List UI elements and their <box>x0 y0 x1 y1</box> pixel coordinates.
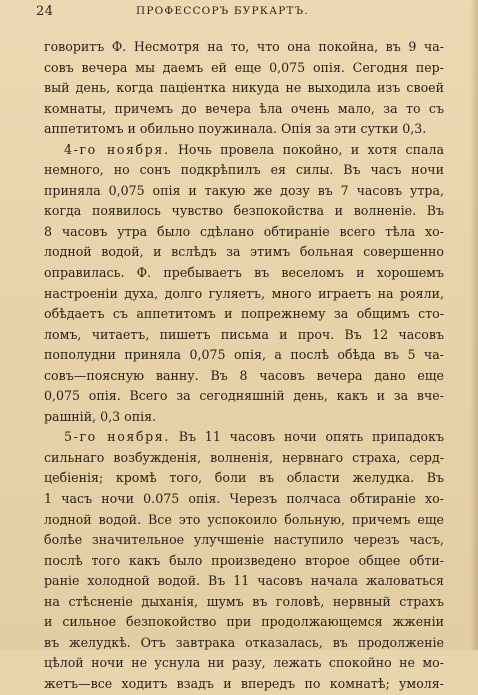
text-line: вый день, когда паціентка никуда не выходила изъ своей <box>44 80 444 96</box>
text-line: приняла 0,075 опія и такую же дозу въ 7 часовъ утра, <box>44 182 444 198</box>
text-line: аппетитомъ и обильно поужинала. Опія за эти сутки 0,3. <box>44 121 427 137</box>
text-line: и сильное безпокойство при продолжающемся жженіи <box>44 614 444 630</box>
text-line: послѣ того какъ было произведено второе общее обти- <box>44 552 444 568</box>
text-line: 0,075 опія. Всего за сегодняшній день, какъ и за вче- <box>44 388 444 404</box>
text-line: ломъ, читаетъ, пишетъ письма и проч. Въ 12 часовъ <box>44 326 444 342</box>
text-line: обѣдаетъ съ аппетитомъ и попрежнему за общимъ сто- <box>44 306 444 322</box>
text-line: лодной водой. Все это успокоило больную, причемъ еще <box>44 511 444 527</box>
text-line: рашній, 0,3 опія. <box>44 408 157 424</box>
text-line: лодной водой, и вслѣдъ за этимъ больная совершенно <box>44 244 444 260</box>
text-line: говоритъ Ф. Несмотря на то, что она покойна, въ 9 ча- <box>44 39 444 54</box>
entry-date: 5-го ноября. <box>64 429 170 445</box>
running-head <box>36 4 464 22</box>
text-line: 8 часовъ утра было сдѣлано обтираніе всего тѣла хо- <box>44 223 444 239</box>
text-line: пополудни приняла 0,075 опія, а послѣ обѣда въ 5 ча- <box>44 347 444 363</box>
body-text <box>44 37 444 695</box>
text-line: оправилась. Ф. пребываетъ въ веселомъ и хорошемъ <box>44 265 444 281</box>
text-line: настроеніи духа, долго гуляетъ, много играетъ на рояли, <box>44 285 444 301</box>
text-line-remainder: Ночь провела покойно, и хотя спала <box>177 141 444 157</box>
page-number: 24 <box>36 4 54 19</box>
text-line-with-date <box>44 140 444 161</box>
text-line: сильнаго возбужденія, волненія, нервнаго страха, серд- <box>44 449 444 465</box>
text-line-with-date <box>44 427 444 448</box>
page-edge-shadow <box>470 0 478 650</box>
text-line: когда появилось чувство безпокойства и волненіе. Въ <box>44 203 444 219</box>
entry-date: 4-го ноября. <box>64 141 170 157</box>
text-line: цебіенія; кромѣ того, боли въ области желудка. Въ <box>44 470 444 486</box>
running-title: ПРОФЕССОРЪ БУРКАРТЪ. <box>136 5 309 17</box>
text-line: раніе холодной водой. Въ 11 часовъ начала жаловаться <box>44 573 444 589</box>
text-line: немного, но сонъ подкрѣпилъ ея силы. Въ часъ ночи <box>44 162 444 178</box>
text-line: въ желудкѣ. Отъ завтрака отказалась, въ продолженіе <box>44 634 444 650</box>
text-line: совъ—поясную ванну. Въ 8 часовъ вечера дано еще <box>44 367 444 383</box>
text-line: цѣлой ночи не уснула ни разу, лежать спокойно не мо- <box>44 655 444 671</box>
text-line-remainder: Въ 11 часовъ ночи опять припадокъ <box>178 429 444 445</box>
text-line: жетъ—все ходитъ взадъ и впередъ по комнатѣ; умоля- <box>44 675 444 691</box>
text-line: комнаты, причемъ до вечера ѣла очень мало, за то съ <box>44 100 444 116</box>
text-line: болѣе значительное улучшеніе наступило черезъ часъ, <box>44 532 444 548</box>
text-line: на стѣсненіе дыханія, шумъ въ головѣ, нервный страхъ <box>44 593 444 609</box>
text-line: совъ вечера мы даемъ ей еще 0,075 опія. Сегодня пер- <box>44 59 444 75</box>
text-line: 1 часъ ночи 0.075 опія. Черезъ полчаса обтираніе хо- <box>44 491 444 507</box>
